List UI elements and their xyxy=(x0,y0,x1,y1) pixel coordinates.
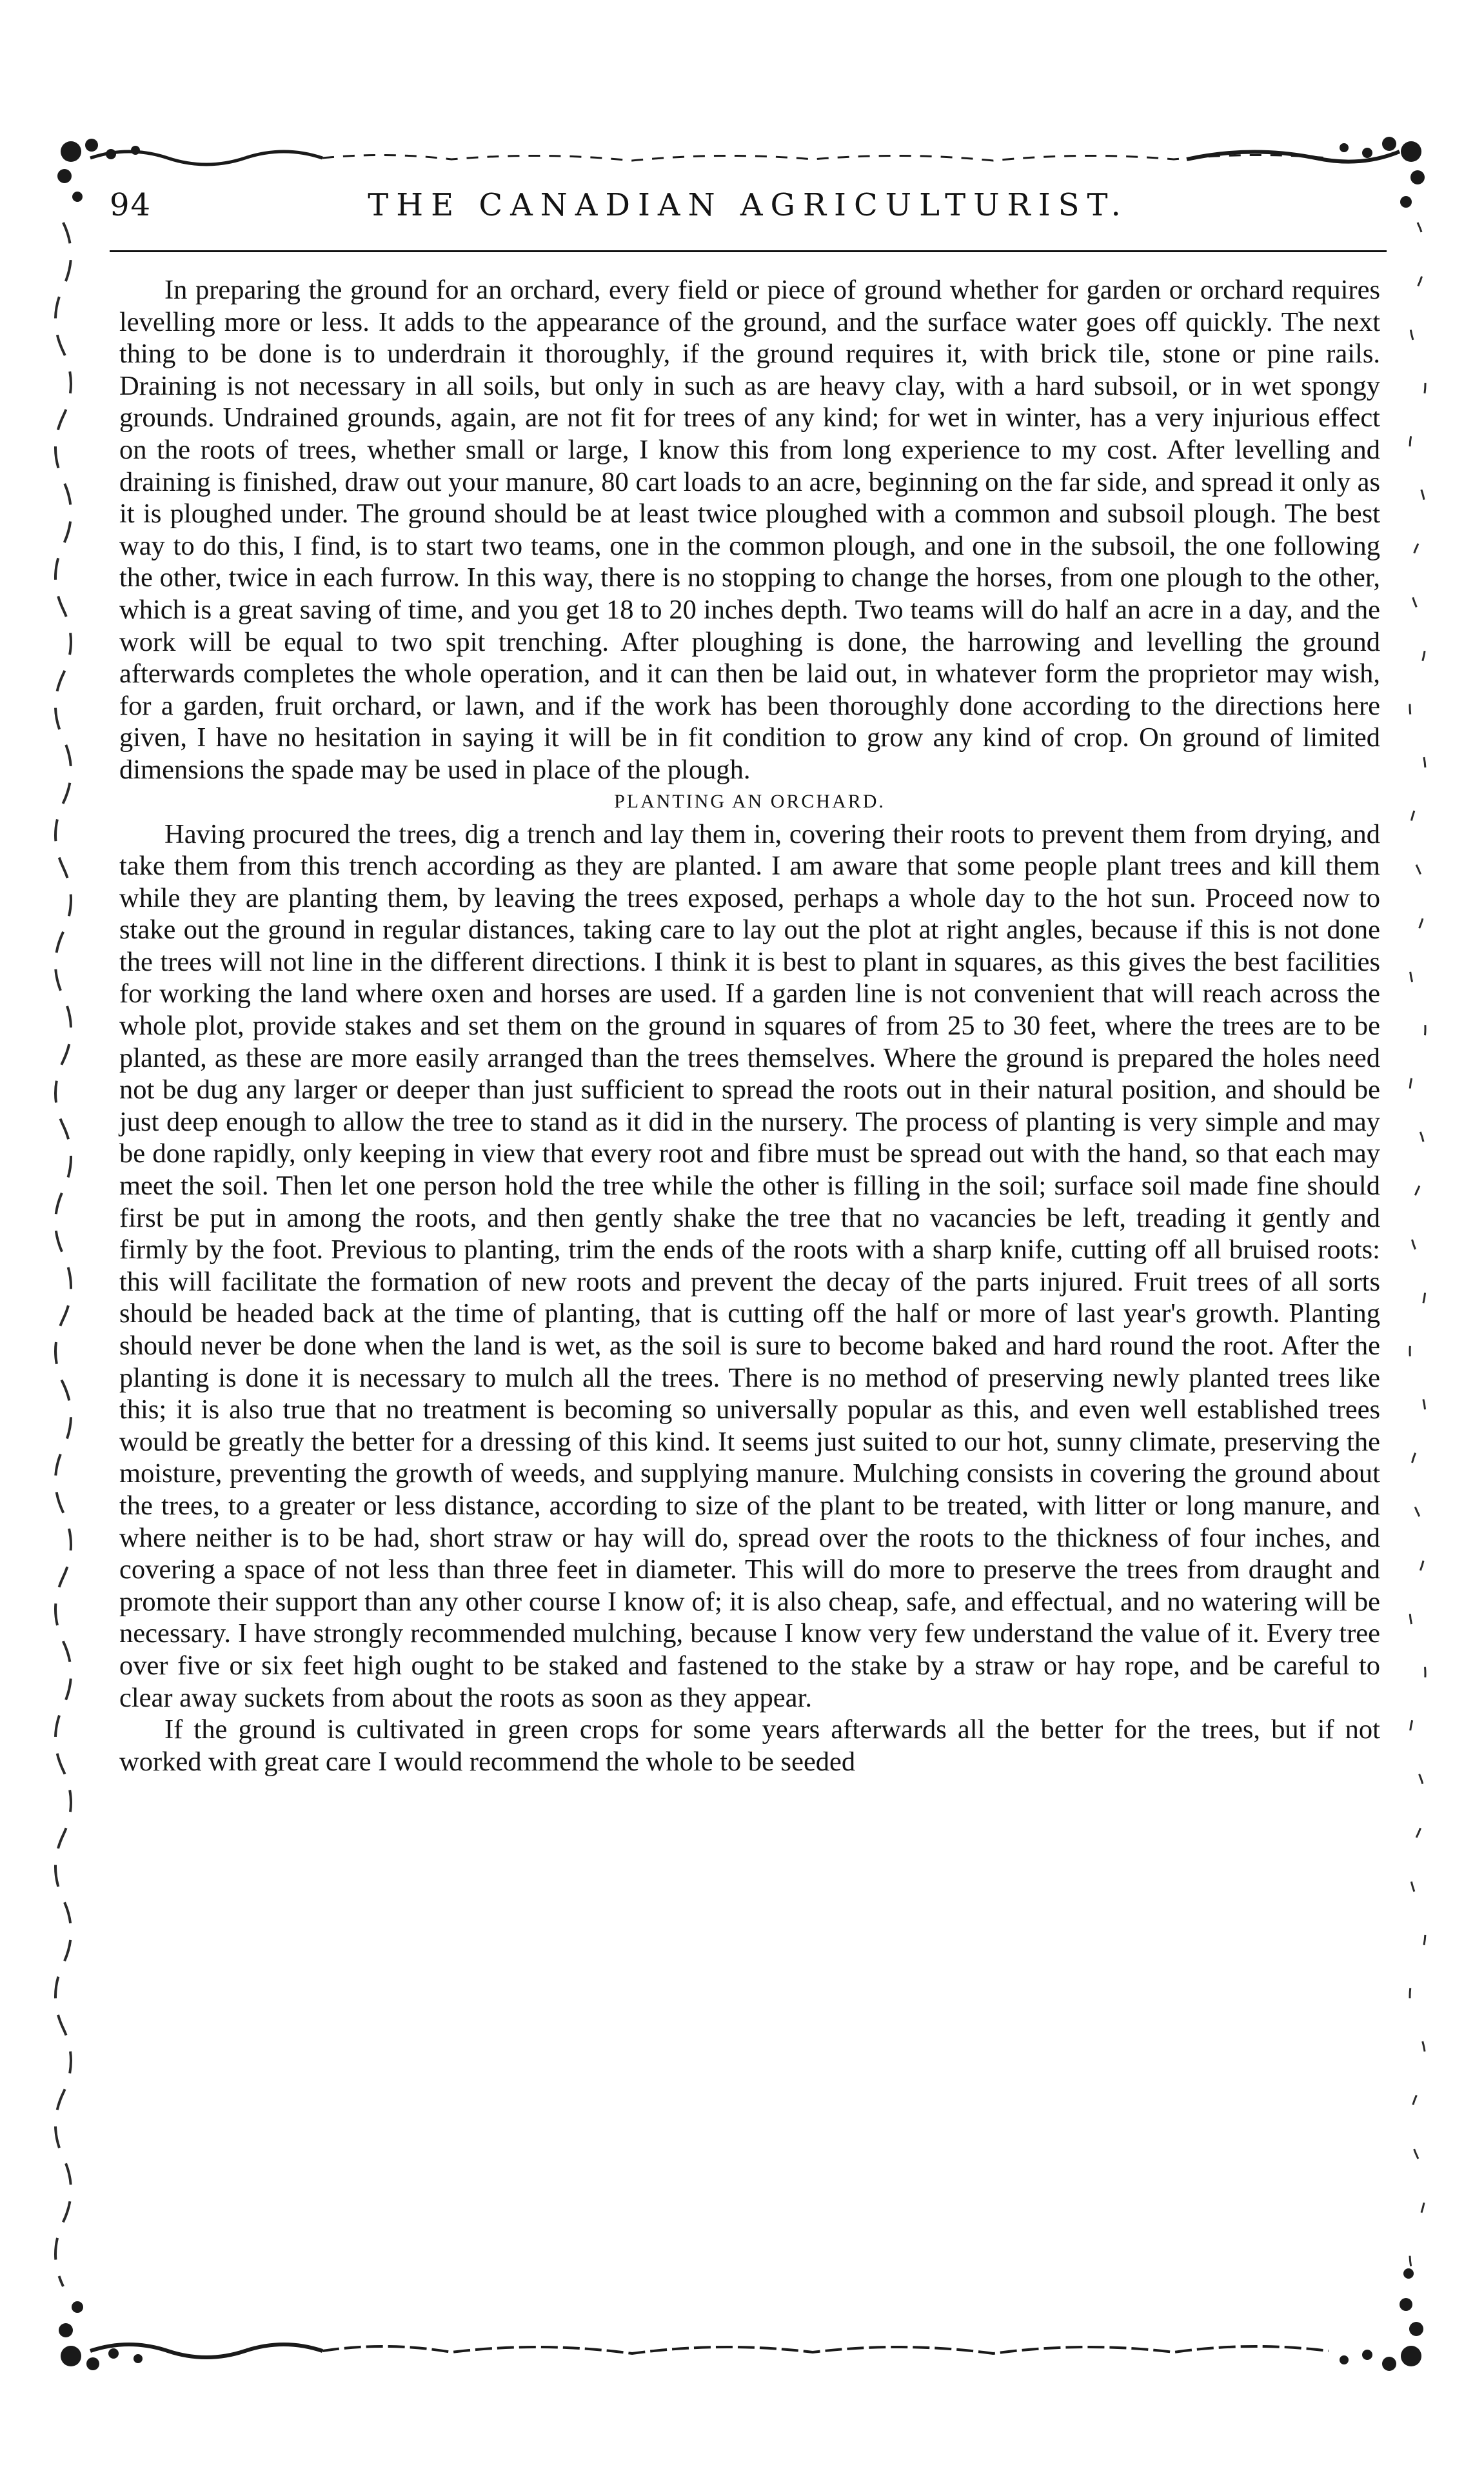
page-number: 94 xyxy=(110,187,152,223)
header-rule xyxy=(110,250,1387,252)
running-title: THE CANADIAN AGRICULTURIST. xyxy=(368,187,1129,223)
page-header xyxy=(110,187,1387,232)
paragraph-planting: Having procured the trees, dig a trench and lay them in, covering their roots to prevent them from drying, and take them from this trench according as they are planted. I am aware that some people plant trees and kill them while they are planting them, by leaving the trees exposed, perhaps a whole day to the hot sun. Proceed now to stake out the ground in regular distances, taking care to lay out the plot at right angles, because if this is not done the trees will not line in the different directions. I think it is best to plant in squares, as this gives the best facilities for working the land where oxen and horses are used. If a garden line is not convenient that will reach across the whole plot, provide stakes and set them on the ground in squares of from 25 to 30 feet, where the trees are to be planted, as these are more easily arranged than the trees themselves. Where the ground is prepared the holes need not be dug any larger or deeper than just sufficient to spread the roots out in their natural position, and should be just deep enough to allow the tree to stand as it did in the nursery. The process of planting is very simple and may be done rapidly, only keeping in view that every root and fibre must be spread out with the hand, so that each may meet the soil. Then let one person hold the tree while the other is filling in the soil; surface soil made fine should first be put in among the roots, and then gently shake the tree that no vacancies be left, treading it gently and firmly by the foot. Previous to planting, trim the ends of the roots with a sharp knife, cutting off all bruised roots: this will facilitate the formation of new roots and prevent the decay of the parts injured. Fruit trees of all sorts should be headed back at the time of planting, that is cutting off the half or more of last year's growth. Planting should never be done when the land is wet, as the soil is sure to become baked and hard round the root. After the planting is done it is necessary to mulch all the trees. There is no method of preserving newly planted trees like this; it is also true that no treatment is becoming so universally popular as this, and even well established trees would be greatly the better for a dressing of this kind. It seems just suited to our hot, sunny climate, preserving the moisture, preventing the growth of weeds, and supplying manure. Mulching consists in covering the ground about the trees, to a greater or less distance, according to size of the plant to be treated, with litter or long manure, and where neither is to be had, short straw or hay will do, spread over the roots to the thickness of four inches, and covering a space of not less than three feet in diameter. This will do more to preserve the trees from draught and promote their support than any other course I know of; it is also cheap, safe, and effectual, and no watering will be necessary. I have strongly recommended mulching, because I know very few understand the value of it. Every tree over five or six feet high ought to be staked and fastened to the stake by a straw or hay rope, and be careful to clear away suckets from about the roots as soon as they appear. xyxy=(119,818,1380,1713)
section-heading: PLANTING AN ORCHARD. xyxy=(614,790,885,812)
paragraph-preparing-ground: In preparing the ground for an orchard, every field or piece of ground whether for garden or orchard requires levelling more or less. It adds to the appearance of the ground, and the surface water goes off quickly. The next thing to be done is to underdrain it thoroughly, if the ground requires it, with brick tile, stone or pine rails. Draining is not necessary in all soils, but only in such as are heavy clay, with a hard subsoil, or in wet spongy grounds. Undrained grounds, again, are not fit for trees of any kind; for wet in winter, has a very injurious effect on the roots of trees, whether small or large, I know this from long experience to my cost. After levelling and draining is finished, draw out your manure, 80 cart loads to an acre, beginning on the far side, and spread it only as it is ploughed under. The ground should be at least twice ploughed with a common and subsoil plough. The best way to do this, I find, is to start two teams, one in the common plough, and one in the subsoil, the one following the other, twice in each furrow. In this way, there is no stopping to change the horses, from one plough to the other, which is a great saving of time, and you get 18 to 20 inches depth. Two teams will do half an acre in a day, and the work will be equal to two spit trenching. After ploughing is done, the harrowing and levelling the ground afterwards completes the whole operation, and it can then be laid out, in whatever form the proprietor may wish, for a garden, fruit orchard, or lawn, and if the work has been thoroughly done according to the directions here given, I have no hesitation in saying it will be in fit condition to grow any kind of crop. On ground of limited dimensions the spade may be used in place of the plough. xyxy=(119,275,1380,785)
article-body xyxy=(119,274,1380,1778)
paragraph-green-crops: If the ground is cultivated in green crops for some years afterwards all the better for the trees, but if not worked with great care I would recommend the whole to be seeded xyxy=(119,1714,1380,1777)
